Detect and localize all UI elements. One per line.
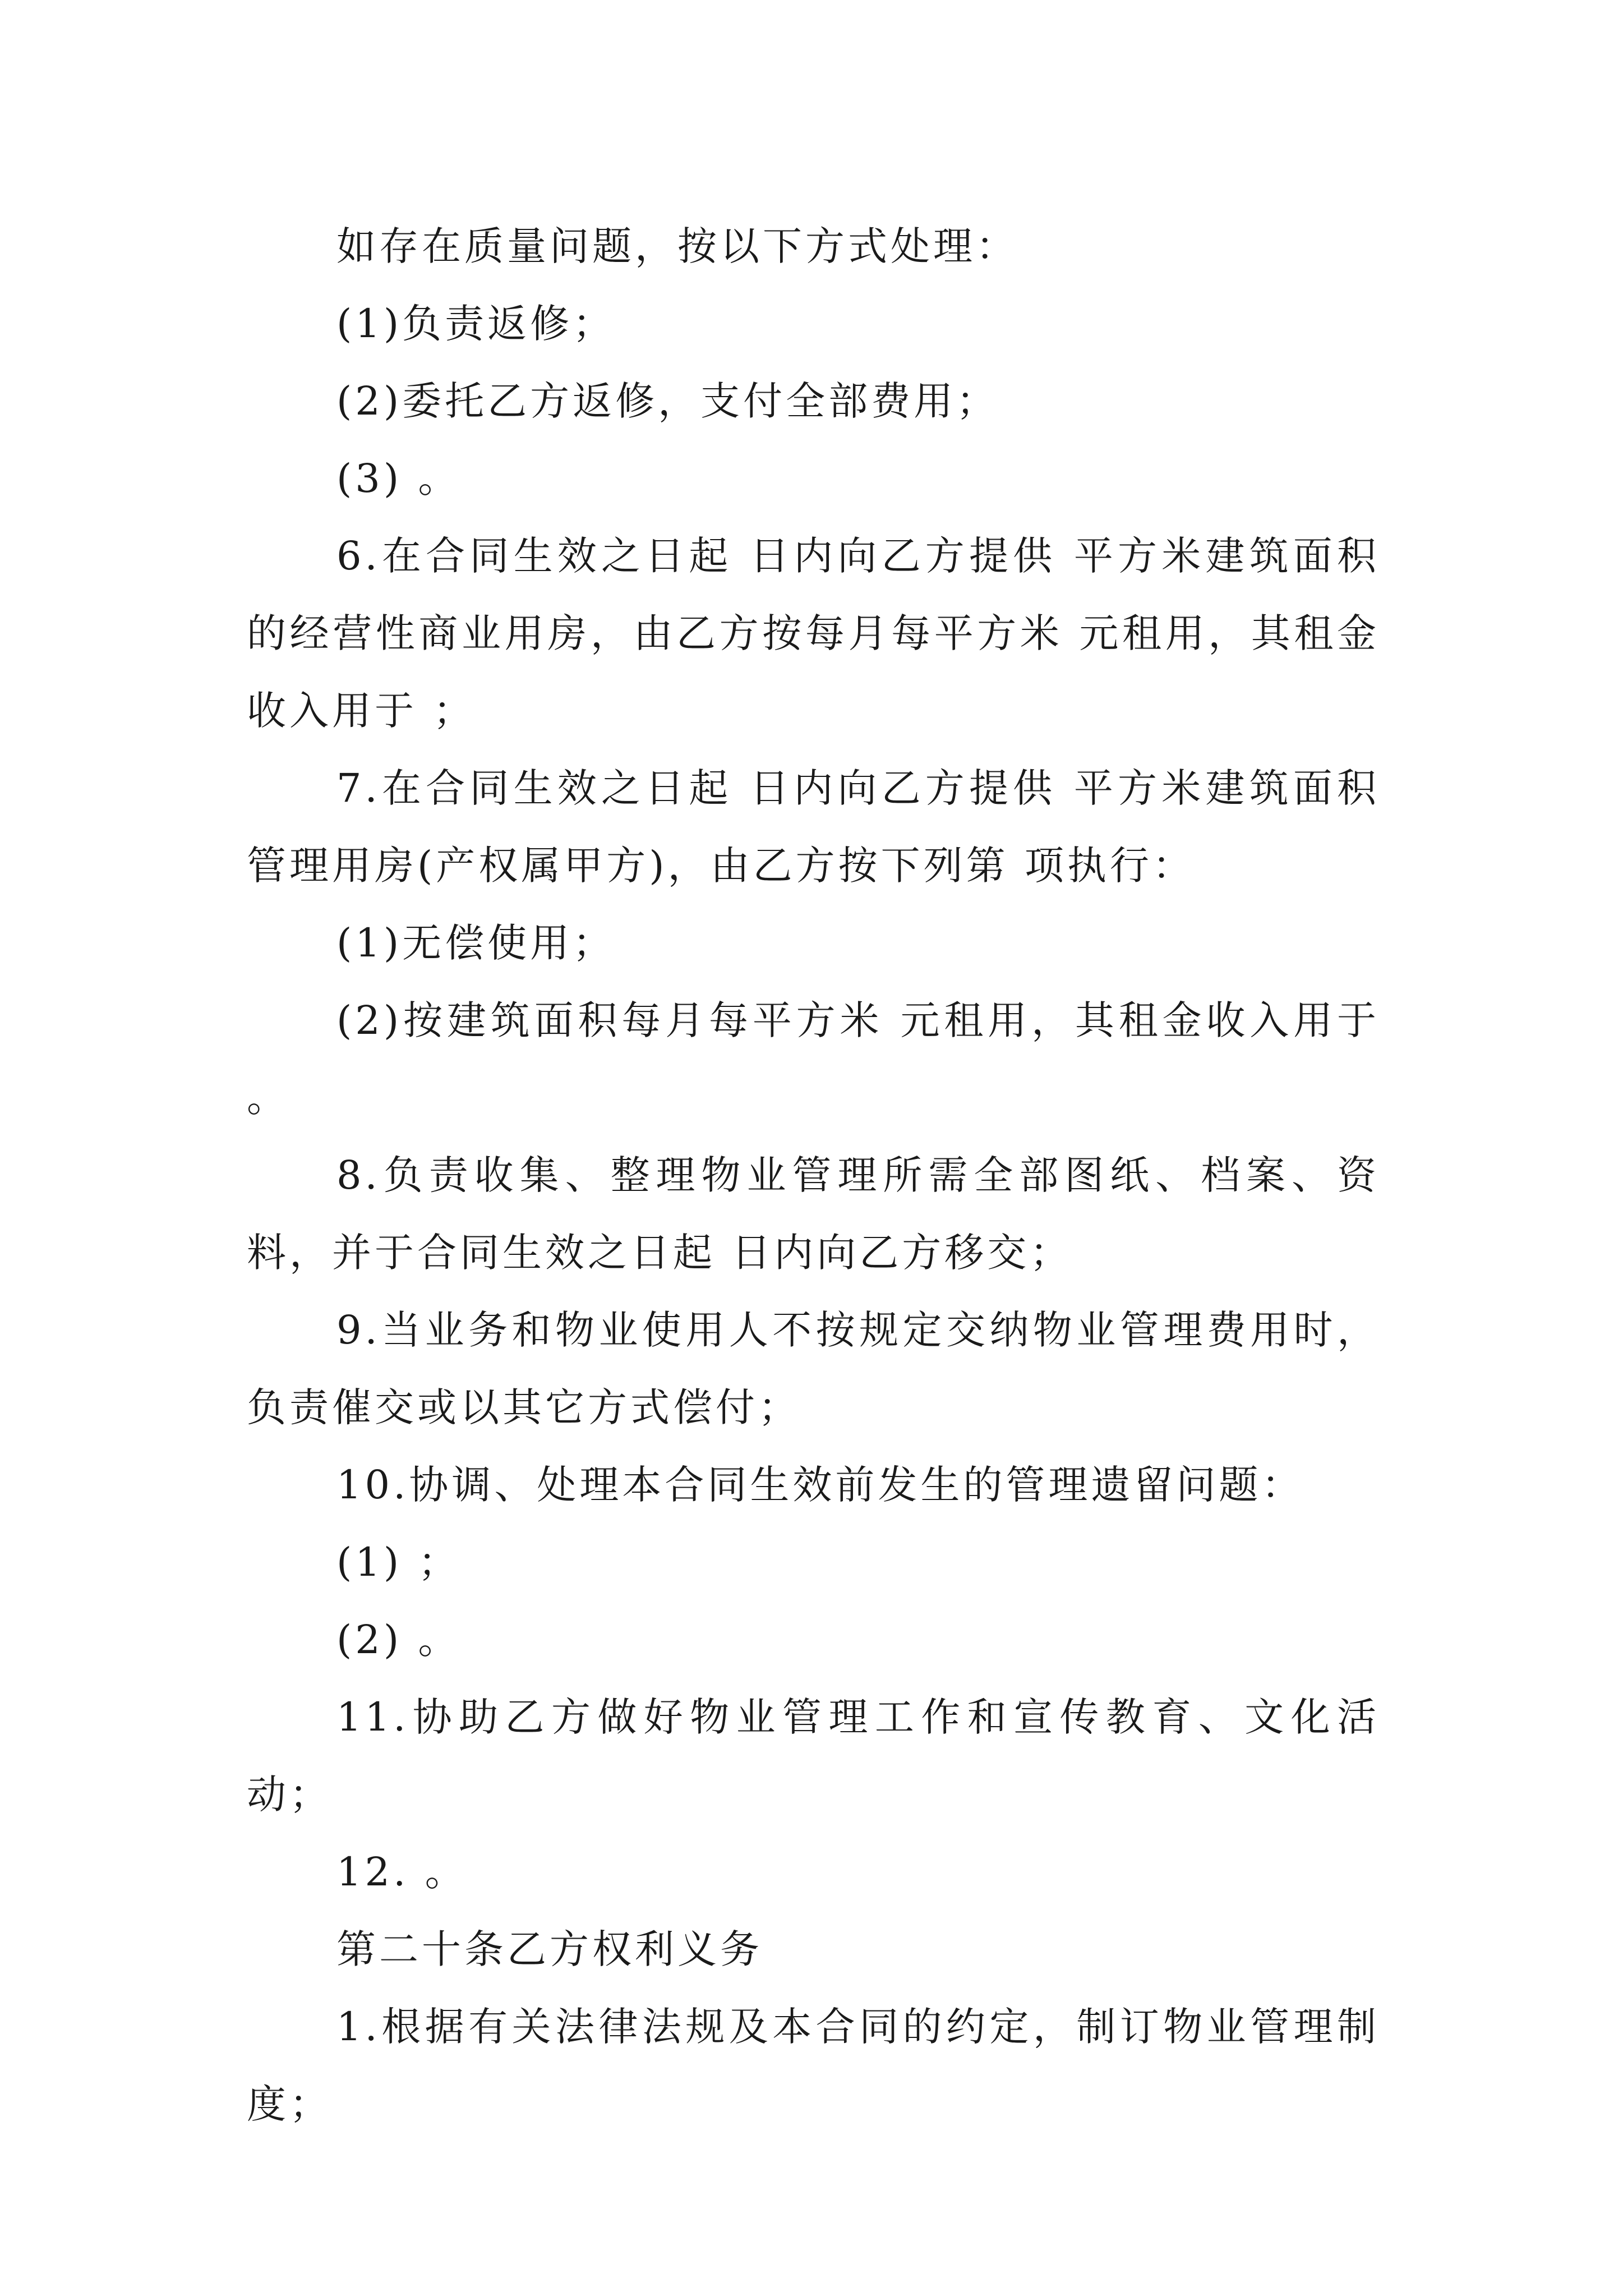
paragraph-article-20-item-1: 1.根据有关法律法规及本合同的约定，制订物业管理制度； bbox=[247, 2004, 1380, 2127]
document-body bbox=[247, 208, 1380, 2143]
paragraph-option-1-repair: (1)负责返修； bbox=[336, 301, 616, 347]
section-heading-article-20: 第二十条乙方权利义务 bbox=[336, 1926, 763, 1972]
paragraph-item-10-legacy-issues: 10.协调、处理本合同生效前发生的管理遗留问题： bbox=[336, 1462, 1304, 1508]
paragraph-item-12: 12. 。 bbox=[336, 1849, 468, 1895]
paragraph-item-6-commercial-premises: 6.在合同生效之日起 日内向乙方提供 平方米建筑面积的经营性商业用房，由乙方按每月每平方米 元租用，其租金收入用于 ； bbox=[247, 533, 1380, 734]
paragraph-item-7-option-2: (2)按建筑面积每月每平方米 元租用，其租金收入用于 。 bbox=[247, 997, 1380, 1121]
paragraph-quality-handling: 如存在质量问题，按以下方式处理： bbox=[336, 223, 1018, 269]
paragraph-item-9-fees: 9.当业务和物业使用人不按规定交纳物业管理费用时，负责催交或以其它方式偿付； bbox=[247, 1307, 1380, 1430]
paragraph-item-7-option-1: (1)无偿使用； bbox=[336, 920, 616, 966]
paragraph-option-2-entrust: (2)委托乙方返修，支付全部费用； bbox=[336, 378, 999, 424]
paragraph-option-3: (3) 。 bbox=[336, 455, 461, 501]
paragraph-item-8-documents: 8.负责收集、整理物业管理所需全部图纸、档案、资料，并于合同生效之日起 日内向乙方移交； bbox=[247, 1152, 1380, 1276]
paragraph-item-7-management-premises: 7.在合同生效之日起 日内向乙方提供 平方米建筑面积管理用房(产权属甲方)，由乙方按下列第 项执行： bbox=[247, 765, 1380, 889]
paragraph-item-11-assist: 11.协助乙方做好物业管理工作和宣传教育、文化活动； bbox=[247, 1694, 1380, 1818]
paragraph-item-10-option-2: (2) 。 bbox=[336, 1617, 461, 1663]
paragraph-item-10-option-1: (1) ； bbox=[336, 1539, 461, 1585]
